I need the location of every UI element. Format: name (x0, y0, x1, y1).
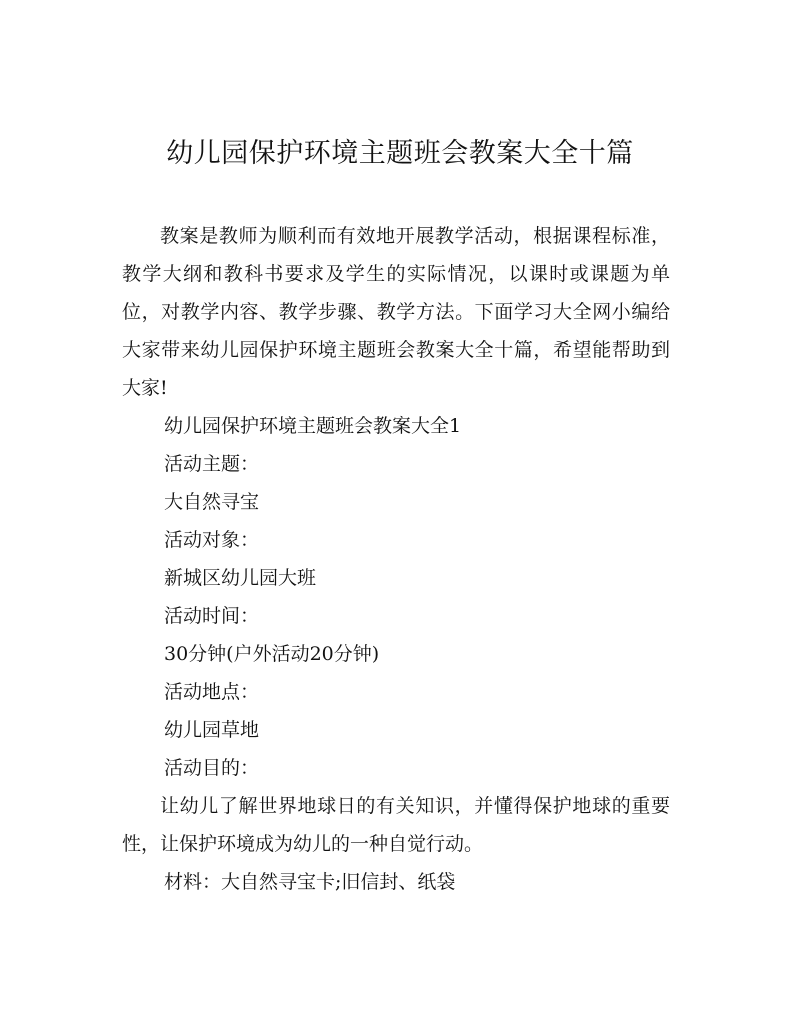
activity-target-value: 新城区幼儿园大班 (164, 567, 317, 589)
activity-goal-label: 活动目的： (164, 757, 260, 779)
section-heading: 幼儿园保护环境主题班会教案大全1 (164, 415, 462, 437)
document-title: 幼儿园保护环境主题班会教案大全十篇 (166, 138, 634, 169)
activity-goal-paragraph: 让幼儿了解世界地球日的有关知识，并懂得保护地球的重要性，让保护环境成为幼儿的一种自觉行动。 (122, 795, 670, 855)
activity-theme-label: 活动主题： (164, 453, 260, 475)
activity-theme-value: 大自然寻宝 (164, 491, 260, 513)
activity-place-label: 活动地点： (164, 681, 260, 703)
activity-target-label: 活动对象： (164, 529, 260, 551)
activity-place-value: 幼儿园草地 (164, 719, 260, 741)
activity-time-value: 30分钟(户外活动20分钟) (164, 643, 380, 665)
activity-time-label: 活动时间： (164, 605, 260, 627)
document-body (122, 217, 670, 901)
materials-line: 材料：大自然寻宝卡;旧信封、纸袋 (164, 871, 456, 893)
intro-paragraph: 教案是教师为顺利而有效地开展教学活动，根据课程标准，教学大纲和教科书要求及学生的实际情况，以课时或课题为单位，对教学内容、教学步骤、教学方法。下面学习大全网小编给大家带来幼儿园保护环境主题班会教案大全十篇，希望能帮助到大家! (122, 225, 670, 399)
